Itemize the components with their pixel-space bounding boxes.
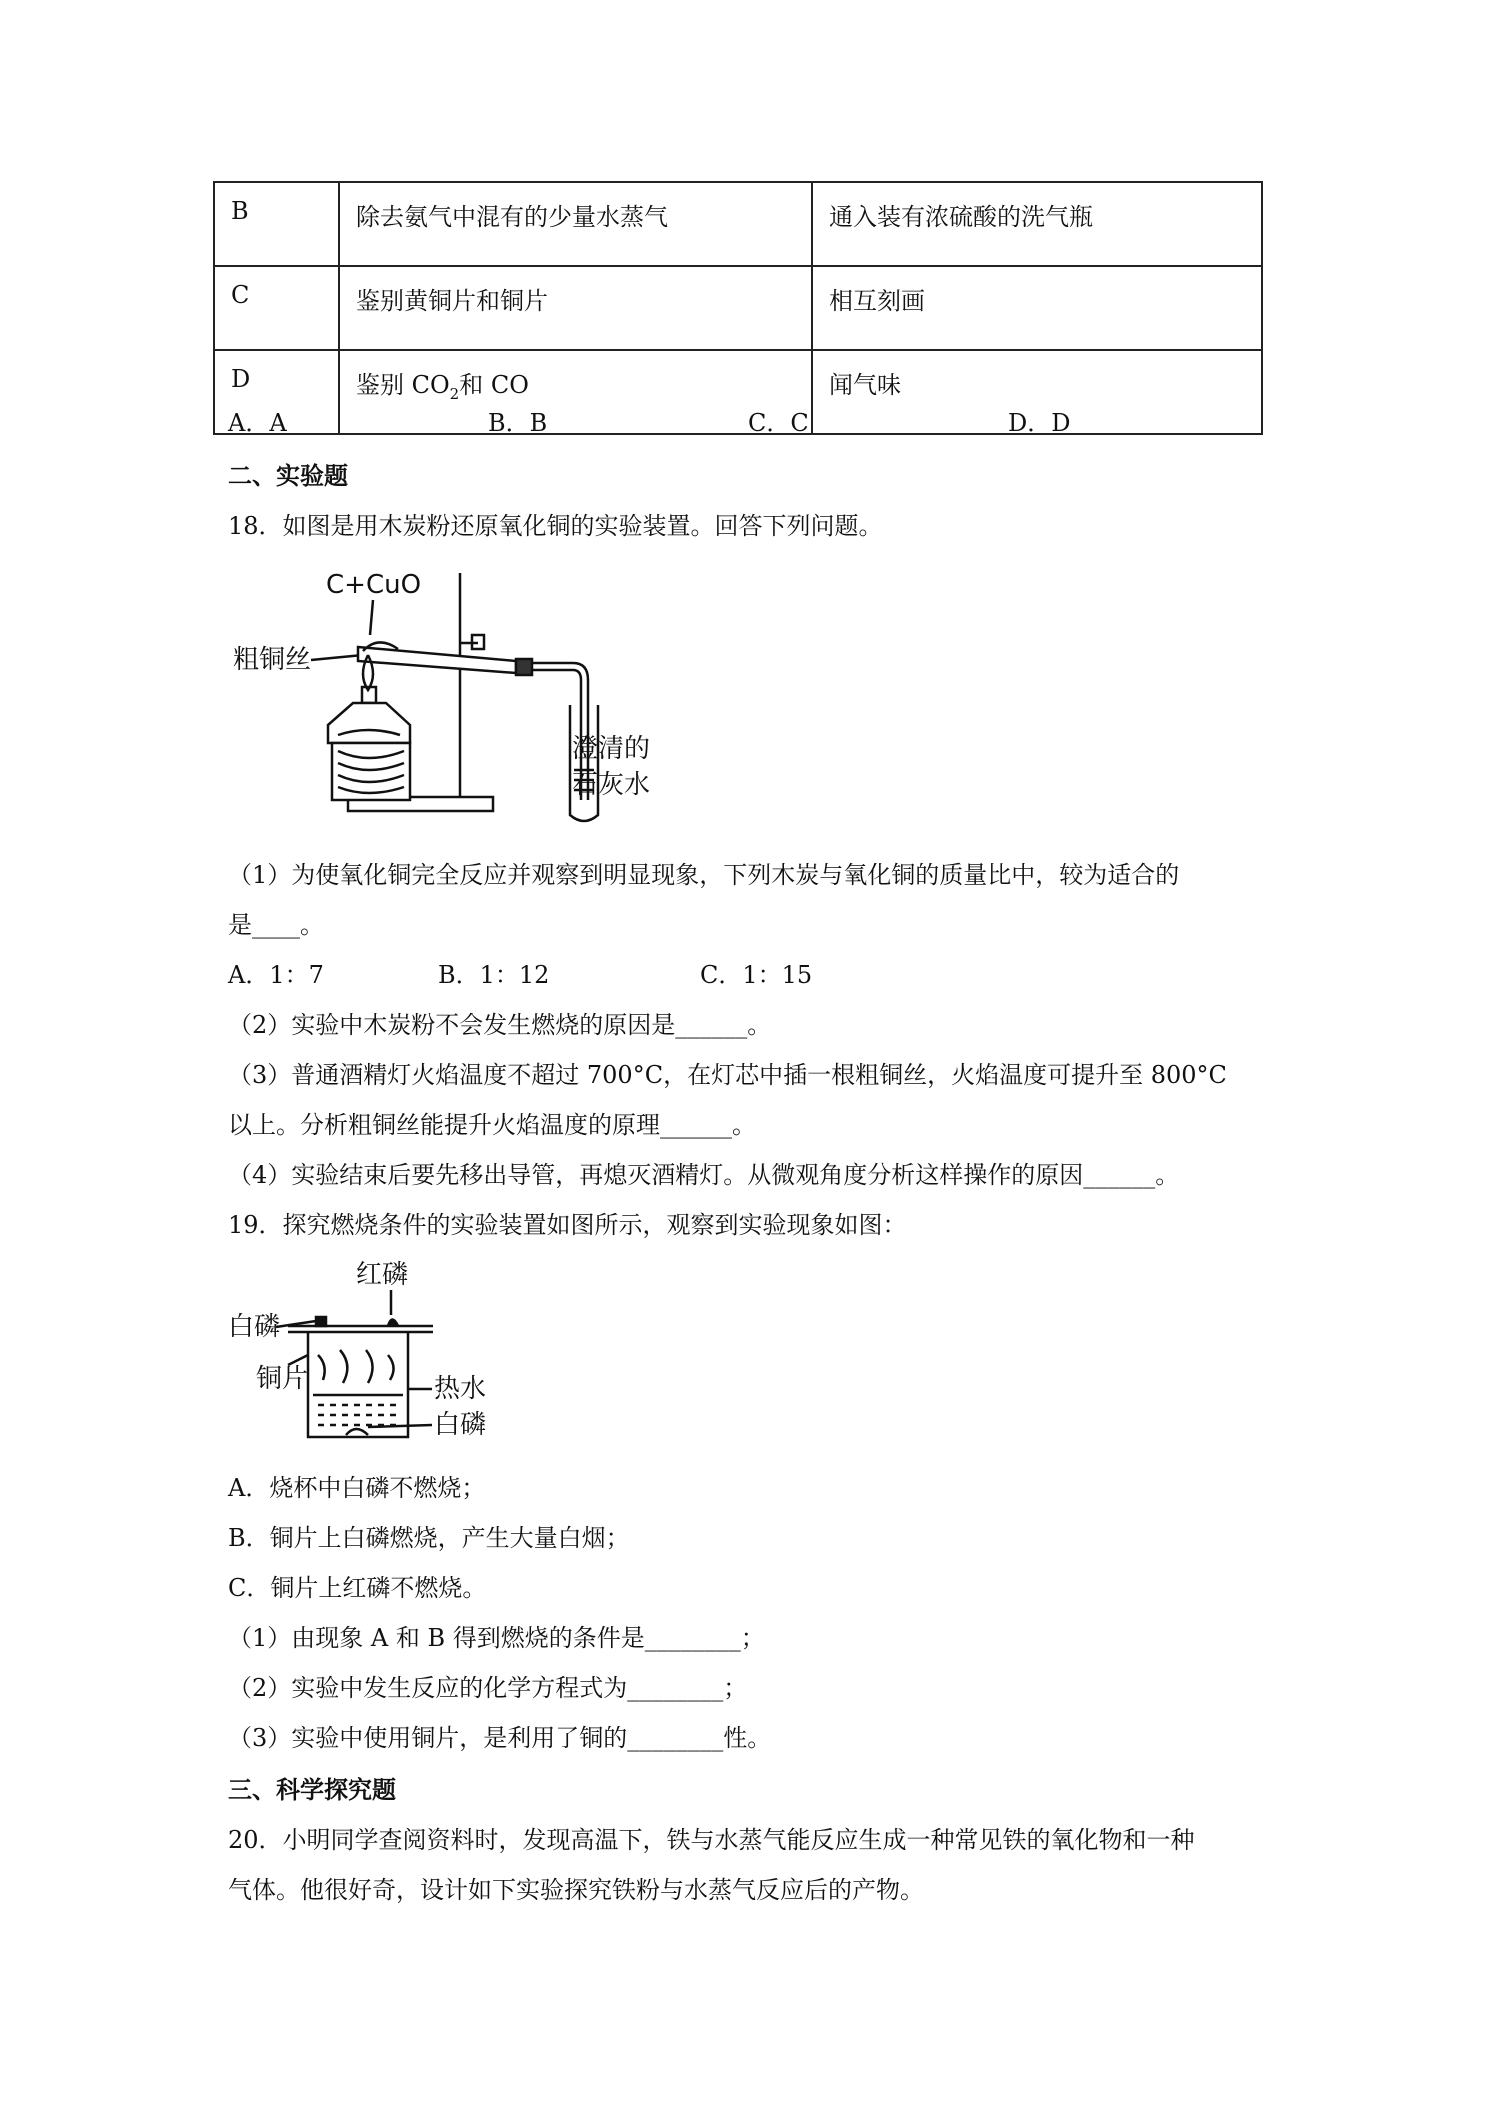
- table-cell: B: [214, 182, 339, 266]
- q19-observation-c: C．铜片上红磷不燃烧。: [228, 1574, 487, 1602]
- subscript: 2: [449, 384, 460, 403]
- table-cell: 除去氨气中混有的少量水蒸气: [339, 182, 812, 266]
- label-limewater-1: 澄清的: [572, 734, 651, 764]
- q20-line1: 20．小明同学查阅资料时，发现高温下，铁与水蒸气能反应生成一种常见铁的氧化物和一种: [228, 1826, 1195, 1854]
- choice-b: B．B: [488, 409, 548, 437]
- q18-choice-b: B．1：12: [438, 961, 550, 989]
- q19-observation-b: B．铜片上白磷燃烧，产生大量白烟；: [228, 1524, 630, 1552]
- section-heading: 二、实验题: [228, 461, 348, 490]
- label-reactant: C+CuO: [326, 570, 422, 600]
- table-cell: [339, 350, 812, 434]
- q19-part1: （1）由现象 A 和 B 得到燃烧的条件是________；: [228, 1624, 765, 1652]
- section-heading: 三、科学探究题: [228, 1775, 396, 1804]
- purpose-prefix: 鉴别 CO: [356, 371, 450, 399]
- q18-part4: （4）实验结束后要先移出导管，再熄灭酒精灯。从微观角度分析这样操作的原因______。: [228, 1161, 1180, 1189]
- q18-apparatus-figure: [228, 565, 728, 830]
- q19-apparatus-figure: [228, 1255, 528, 1455]
- table-cell: D: [214, 350, 339, 434]
- q18-part1-line1: （1）为使氧化铜完全反应并观察到明显现象，下列木炭与氧化铜的质量比中，较为适合的: [228, 861, 1180, 889]
- choice-c: C．C: [748, 409, 809, 437]
- table-row: [214, 182, 1262, 266]
- q19-part3: （3）实验中使用铜片，是利用了铜的________性。: [228, 1724, 772, 1752]
- q18-choice-c: C．1：15: [700, 961, 813, 989]
- q19-part2: （2）实验中发生反应的化学方程式为________；: [228, 1674, 748, 1702]
- choice-d: D．D: [1008, 409, 1071, 437]
- table-cell: C: [214, 266, 339, 350]
- choice-a: A．A: [228, 409, 287, 437]
- q18-choice-a: A．1：7: [228, 961, 324, 989]
- label-wire: 粗铜丝: [233, 645, 312, 675]
- label-limewater-2: 石灰水: [572, 770, 651, 800]
- options-table: [213, 181, 1263, 435]
- table-cell: 鉴别黄铜片和铜片: [339, 266, 812, 350]
- table-cell: 相互刻画: [812, 266, 1262, 350]
- q18-part3-line1: （3）普通酒精灯火焰温度不超过 700°C，在灯芯中插一根粗铜丝，火焰温度可提升至 800°C: [228, 1061, 1227, 1089]
- table-row: [214, 266, 1262, 350]
- label-white-phosphorus-top: 白磷: [228, 1312, 281, 1342]
- label-copper-sheet: 铜片: [256, 1364, 309, 1394]
- q19-observation-a: A．烧杯中白磷不燃烧；: [228, 1474, 486, 1502]
- q20-line2: 气体。他很好奇，设计如下实验探究铁粉与水蒸气反应后的产物。: [228, 1876, 924, 1904]
- q18-stem: 18．如图是用木炭粉还原氧化铜的实验装置。回答下列问题。: [228, 512, 883, 540]
- table-cell: 闻气味: [812, 350, 1262, 434]
- q18-part3-line2: 以上。分析粗铜丝能提升火焰温度的原理______。: [228, 1111, 756, 1139]
- table-cell: 通入装有浓硫酸的洗气瓶: [812, 182, 1262, 266]
- q18-part1-line2: 是____。: [228, 911, 324, 939]
- q18-part2: （2）实验中木炭粉不会发生燃烧的原因是______。: [228, 1011, 772, 1039]
- label-hot-water: 热水: [434, 1374, 487, 1404]
- q19-stem: 19．探究燃烧条件的实验装置如图所示，观察到实验现象如图：: [228, 1211, 907, 1239]
- purpose-suffix: 和 CO: [459, 371, 529, 399]
- label-white-phosphorus-bottom: 白磷: [434, 1410, 487, 1440]
- table-row: [214, 350, 1262, 434]
- label-red-phosphorus: 红磷: [356, 1260, 409, 1290]
